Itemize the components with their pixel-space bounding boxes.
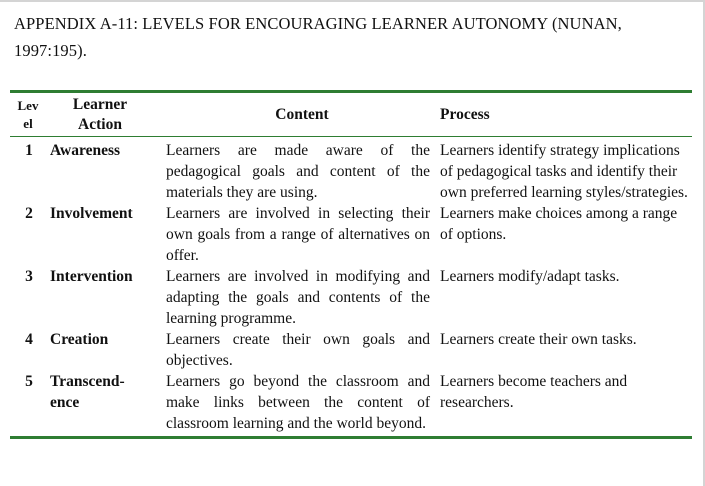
- table-row: [10, 329, 692, 371]
- table-row: [10, 266, 692, 329]
- row-process: Learners modify/adapt tasks.: [440, 268, 620, 285]
- frame-top-border: [0, 0, 705, 2]
- appendix-title: APPENDIX A-11: LEVELS FOR ENCOURAGING LEARNER AUTONOMY (NUNAN, 1997:195).: [14, 14, 622, 60]
- row-content: Learners are made aware of the pedagogical goals and content of the materials they are using.: [166, 142, 430, 201]
- table-bottom-rule: [10, 436, 692, 439]
- row-content: Learners are involved in selecting their own goals from a range of alternatives on offer.: [166, 205, 430, 264]
- row-learner-action: Creation: [50, 331, 109, 348]
- header-learner-action: Learner Action: [72, 95, 128, 133]
- table-row: [10, 137, 692, 203]
- row-process: Learners create their own tasks.: [440, 331, 637, 348]
- table-row: [10, 203, 692, 266]
- header-process: Process: [440, 105, 490, 123]
- header-row: [10, 93, 692, 136]
- table-row: [10, 371, 692, 434]
- header-content: Content: [275, 105, 329, 123]
- row-level: 2: [25, 205, 33, 222]
- autonomy-levels-table: [10, 90, 692, 439]
- row-learner-action: Awareness: [50, 142, 121, 159]
- row-content: Learners create their own goals and objectives.: [166, 331, 430, 369]
- row-level: 5: [25, 373, 33, 390]
- row-process: Learners make choices among a range of options.: [440, 205, 678, 243]
- row-content: Learners are involved in modifying and adapting the goals and contents of the learning programme.: [166, 268, 430, 327]
- row-process: Learners identify strategy implications of pedagogical tasks and identify their own preferred learning styles/strategies.: [440, 142, 688, 201]
- row-level: 1: [25, 142, 33, 159]
- row-process: Learners become teachers and researchers.: [440, 373, 628, 411]
- row-learner-action: Transcend- ence: [50, 373, 125, 411]
- row-learner-action: Intervention: [50, 268, 133, 285]
- header-level: Lev el: [17, 97, 39, 131]
- row-content: Learners go beyond the classroom and make links between the content of classroom learning and the world beyond.: [166, 373, 430, 432]
- row-level: 3: [25, 268, 33, 285]
- row-learner-action: Involvement: [50, 205, 133, 222]
- row-level: 4: [25, 331, 33, 348]
